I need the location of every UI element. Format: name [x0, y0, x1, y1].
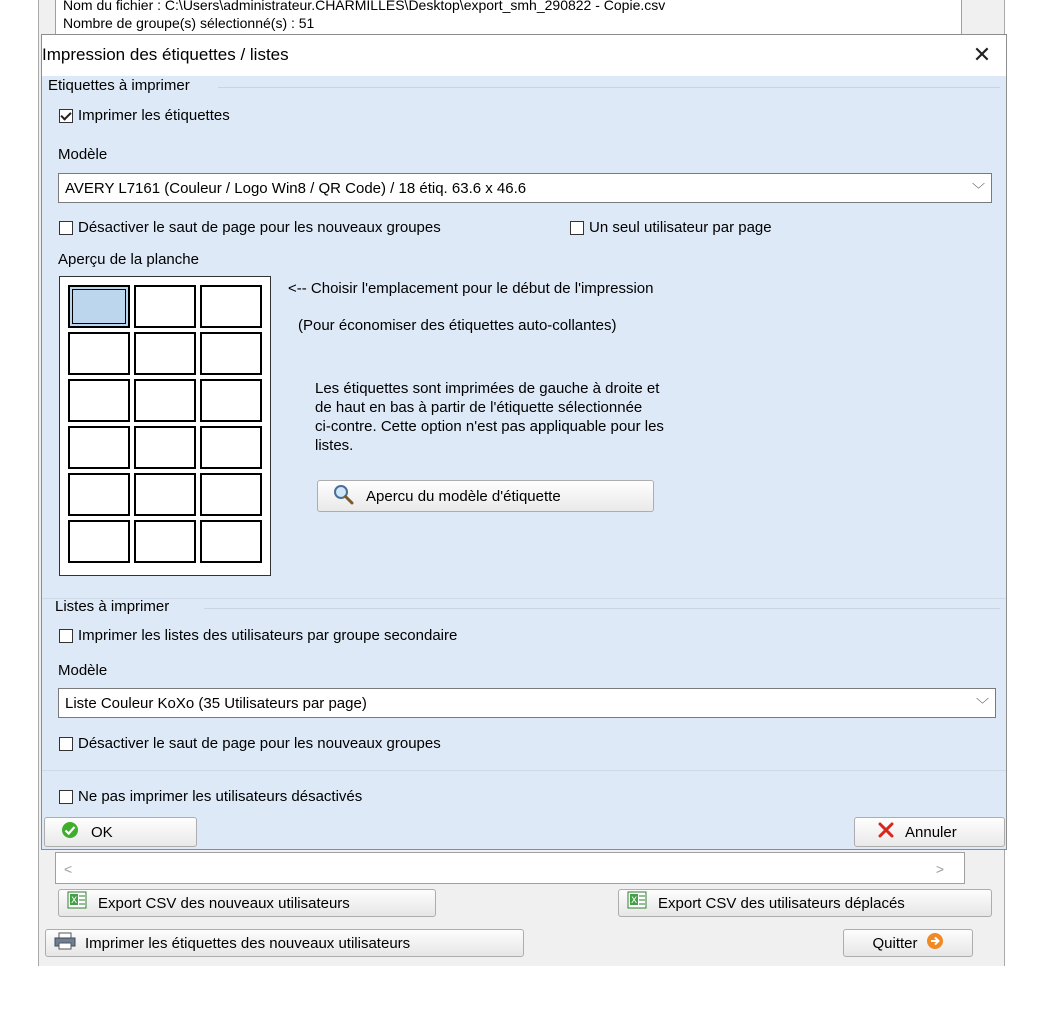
checkbox-unchecked[interactable] [570, 221, 584, 235]
label-slot[interactable] [68, 520, 130, 563]
close-x-icon [877, 821, 895, 843]
label-slot[interactable] [200, 332, 262, 375]
label-slot[interactable] [68, 379, 130, 422]
export-moved-users-button[interactable] [618, 889, 992, 917]
choose-start-hint: <-- Choisir l'emplacement pour le début de l'impression [288, 280, 654, 297]
print-lists-label: Imprimer les listes des utilisateurs par groupe secondaire [78, 627, 458, 644]
section-divider [204, 608, 1000, 609]
ok-check-icon [61, 821, 79, 843]
ok-label: OK [91, 823, 113, 841]
cancel-button[interactable] [854, 817, 1005, 847]
labels-section-title: Etiquettes à imprimer [48, 77, 190, 94]
save-labels-hint: (Pour économiser des étiquettes auto-collantes) [298, 317, 617, 334]
lists-model-label: Modèle [58, 662, 108, 679]
checkbox-unchecked[interactable] [59, 737, 73, 751]
group-count-line: Nombre de groupe(s) sélectionné(s) : 51 [63, 15, 315, 31]
quit-button[interactable] [843, 929, 973, 957]
chevron-down-icon: ﹀ [975, 697, 989, 712]
quit-label: Quitter [872, 934, 918, 952]
label-model-preview-button[interactable] [317, 480, 654, 512]
labels-model-label: Modèle [58, 146, 108, 163]
print-lists-checkbox[interactable] [59, 627, 457, 644]
lists-disable-page-break-checkbox[interactable] [59, 735, 441, 752]
checkbox-unchecked[interactable] [59, 790, 73, 804]
label-slot[interactable] [134, 332, 196, 375]
ok-button[interactable] [44, 817, 197, 847]
label-slot[interactable] [134, 520, 196, 563]
export-new-users-label: Export CSV des nouveaux utilisateurs [98, 894, 350, 912]
label-model-preview-label: Apercu du modèle d'étiquette [366, 487, 561, 505]
dialog-title-bar [42, 35, 1006, 75]
print-new-users-labels-label: Imprimer les étiquettes des nouveaux utilisateurs [85, 934, 411, 952]
excel-icon [627, 891, 649, 915]
printer-icon [54, 932, 76, 954]
label-slot[interactable] [68, 473, 130, 516]
checkbox-unchecked[interactable] [59, 221, 73, 235]
close-icon[interactable]: ✕ [972, 42, 992, 67]
dialog-title: Impression des étiquettes / listes [42, 45, 289, 64]
print-labels-checkbox[interactable] [59, 107, 230, 124]
export-new-users-button[interactable] [58, 889, 436, 917]
label-slot[interactable] [134, 379, 196, 422]
label-sheet-preview [59, 276, 271, 576]
svg-text:X: X [71, 896, 78, 906]
dialog-body [42, 76, 1006, 849]
label-slot[interactable] [134, 473, 196, 516]
info-line: de haut en bas à partir de l'étiquette sélectionnée [315, 399, 643, 416]
arrow-right-icon [926, 932, 944, 954]
label-slot[interactable] [134, 285, 196, 328]
svg-text:X: X [631, 896, 638, 906]
print-new-users-labels-button[interactable] [45, 929, 524, 957]
horizontal-scrollbar[interactable] [55, 852, 965, 884]
no-disabled-users-label: Ne pas imprimer les utilisateurs désactivés [78, 788, 363, 805]
checkbox-checked[interactable] [59, 109, 73, 123]
label-slot[interactable] [68, 332, 130, 375]
labels-disable-page-break-checkbox[interactable] [59, 219, 441, 236]
label-slot[interactable] [200, 473, 262, 516]
one-user-per-page-checkbox[interactable] [570, 219, 772, 236]
label-slot[interactable] [134, 426, 196, 469]
print-order-info [315, 379, 664, 455]
scroll-left-arrow[interactable]: < [64, 861, 73, 877]
label-slot[interactable] [68, 426, 130, 469]
lists-model-value: Liste Couleur KoXo (35 Utilisateurs par page) [65, 694, 367, 712]
cancel-label: Annuler [905, 823, 957, 841]
labels-model-value: AVERY L7161 (Couleur / Logo Win8 / QR Code) / 18 étiq. 63.6 x 46.6 [65, 179, 527, 197]
lists-model-select[interactable] [58, 688, 996, 718]
scroll-right-arrow[interactable]: > [935, 861, 944, 877]
lists-section-title: Listes à imprimer [55, 598, 170, 615]
labels-disable-page-break-label: Désactiver le saut de page pour les nouveaux groupes [78, 219, 441, 236]
lists-disable-page-break-label: Désactiver le saut de page pour les nouveaux groupes [78, 735, 441, 752]
section-divider [218, 87, 1000, 88]
label-slot[interactable] [200, 426, 262, 469]
info-line: listes. [315, 437, 354, 454]
labels-model-select[interactable] [58, 173, 992, 203]
label-slot[interactable] [200, 520, 262, 563]
file-name-line: Nom du fichier : C:\Users\administrateur.CHARMILLES\Desktop\export_smh_290822 - Copie.csv [63, 0, 666, 13]
export-moved-users-label: Export CSV des utilisateurs déplacés [658, 894, 905, 912]
info-line: Les étiquettes sont imprimées de gauche à droite et [315, 380, 660, 397]
one-user-per-page-label: Un seul utilisateur par page [589, 219, 772, 236]
print-dialog [41, 34, 1007, 850]
print-labels-label: Imprimer les étiquettes [78, 107, 230, 124]
label-slot[interactable] [200, 379, 262, 422]
checkbox-unchecked[interactable] [59, 629, 73, 643]
magnifier-icon [332, 483, 354, 509]
info-line: ci-contre. Cette option n'est pas appliquable pour les [315, 418, 664, 435]
section-divider [42, 770, 1006, 771]
chevron-down-icon: ﹀ [971, 182, 985, 197]
label-slot[interactable] [200, 285, 262, 328]
sheet-preview-label: Aperçu de la planche [58, 251, 199, 268]
no-disabled-users-checkbox[interactable] [59, 788, 362, 805]
label-slot[interactable] [68, 285, 130, 328]
excel-icon [67, 891, 89, 915]
section-divider [42, 598, 1006, 599]
